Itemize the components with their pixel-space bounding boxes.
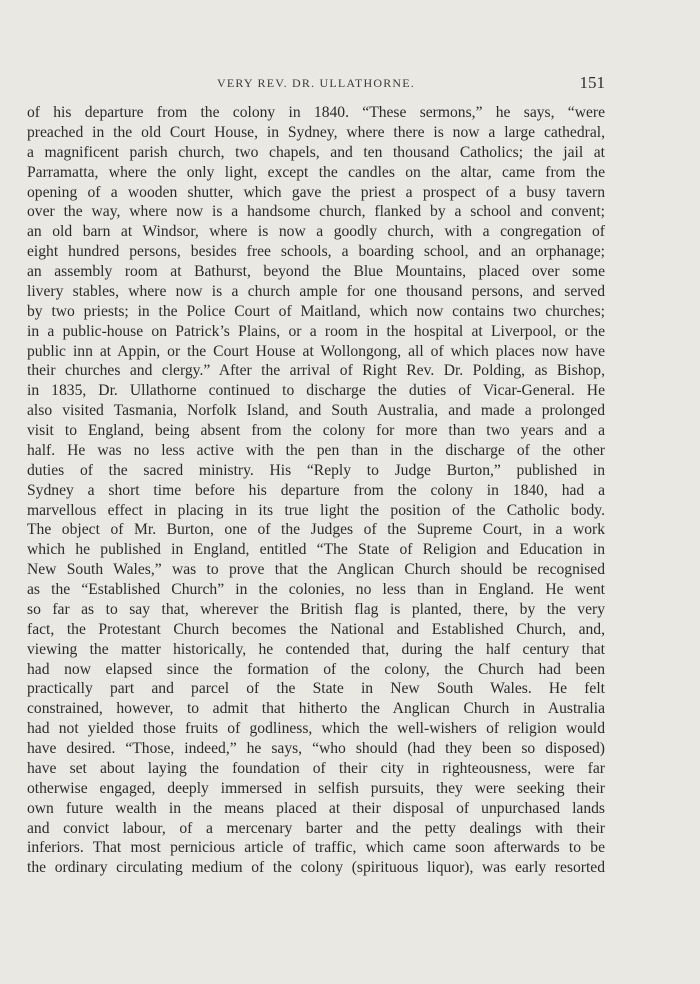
text-line: also visited Tasmania, Norfolk Island, and South Australia, and made a prolonged (27, 402, 605, 420)
text-line: practically part and parcel of the State in New South Wales. He felt (27, 680, 605, 698)
text-line: inferiors. That most pernicious article of traffic, which came soon afterwards to be (27, 839, 605, 857)
text-line: opening of a wooden shutter, which gave the priest a prospect of a busy tavern (27, 183, 605, 201)
page-number: 151 (579, 73, 605, 92)
text-line: have set about laying the foundation of their city in righteousness, were far (27, 759, 605, 777)
running-title: VERY REV. DR. ULLATHORNE. (216, 76, 415, 90)
text-line: had not yielded those fruits of godliness, which the well-wishers of religion would (27, 720, 605, 738)
text-line: preached in the old Court House, in Sydney, where there is now a large cathedral, (27, 123, 605, 141)
text-line: otherwise engaged, deeply immersed in selfish pursuits, they were seeking their (27, 779, 605, 797)
text-line: public inn at Appin, or the Court House at Wollongong, all of which places now have (27, 342, 605, 360)
text-line: had now elapsed since the formation of the colony, the Church had been (27, 660, 605, 678)
text-line: so far as to say that, wherever the British flag is planted, there, by the very (27, 600, 605, 618)
text-line: the ordinary circulating medium of the colony (spirituous liquor), was early resorted (27, 859, 605, 877)
text-line: by two priests; in the Police Court of Maitland, which now contains two churches; (27, 302, 605, 320)
text-line: as the “Established Church” in the colonies, no less than in England. He went (27, 581, 605, 598)
text-line: New South Wales,” was to prove that the Anglican Church should be recognised (27, 561, 605, 579)
text-line: an assembly room at Bathurst, beyond the Blue Mountains, placed over some (27, 263, 605, 280)
text-line: their churches and clergy.” After the arrival of Right Rev. Dr. Polding, as Bishop, (27, 362, 605, 380)
text-line: Parramatta, where the only light, except the candles on the altar, came from the (27, 163, 605, 181)
text-line: which he published in England, entitled “The State of Religion and Education in (27, 541, 605, 559)
text-line: in a public-house on Patrick’s Plains, or a room in the hospital at Liverpool, or the (27, 322, 605, 340)
text-line: fact, the Protestant Church becomes the National and Established Church, and, (27, 620, 605, 638)
text-line: Sydney a short time before his departure from the colony in 1840, had a (27, 481, 605, 499)
text-line: a magnificent parish church, two chapels, and ten thousand Catholics; the jail at (27, 143, 605, 161)
text-line: visit to England, being absent from the colony for more than two years and a (27, 422, 605, 439)
text-line: of his departure from the colony in 1840. “These sermons,” he says, “were (27, 104, 605, 121)
text-line: have desired. “Those, indeed,” he says, “who should (had they been so disposed) (27, 740, 605, 757)
text-line: livery stables, where now is a church ample for one thousand persons, and served (27, 282, 605, 300)
text-line: viewing the matter historically, he contended that, during the half century that (27, 640, 605, 658)
text-line: duties of the sacred ministry. His “Reply to Judge Burton,” published in (27, 461, 605, 479)
text-line: constrained, however, to admit that hitherto the Anglican Church in Australia (27, 700, 605, 718)
text-line: an old barn at Windsor, where is now a goodly church, with a congregation of (27, 223, 605, 241)
running-head (27, 73, 605, 97)
text-line: half. He was no less active with the pen than in the discharge of the other (27, 441, 605, 459)
text-line: eight hundred persons, besides free schools, a boarding school, and an orphanage; (27, 243, 605, 261)
body-text (27, 103, 605, 878)
text-line: marvellous effect in placing in its true light the position of the Catholic body. (27, 501, 605, 519)
text-line: over the way, where now is a handsome church, flanked by a school and convent; (27, 203, 605, 221)
text-line: and convict labour, of a mercenary barter and the petty dealings with their (27, 819, 605, 837)
text-line: own future wealth in the means placed at their disposal of unpurchased lands (27, 799, 605, 817)
text-line: The object of Mr. Burton, one of the Judges of the Supreme Court, in a work (27, 521, 605, 539)
text-line: in 1835, Dr. Ullathorne continued to discharge the duties of Vicar-General. He (27, 382, 605, 400)
